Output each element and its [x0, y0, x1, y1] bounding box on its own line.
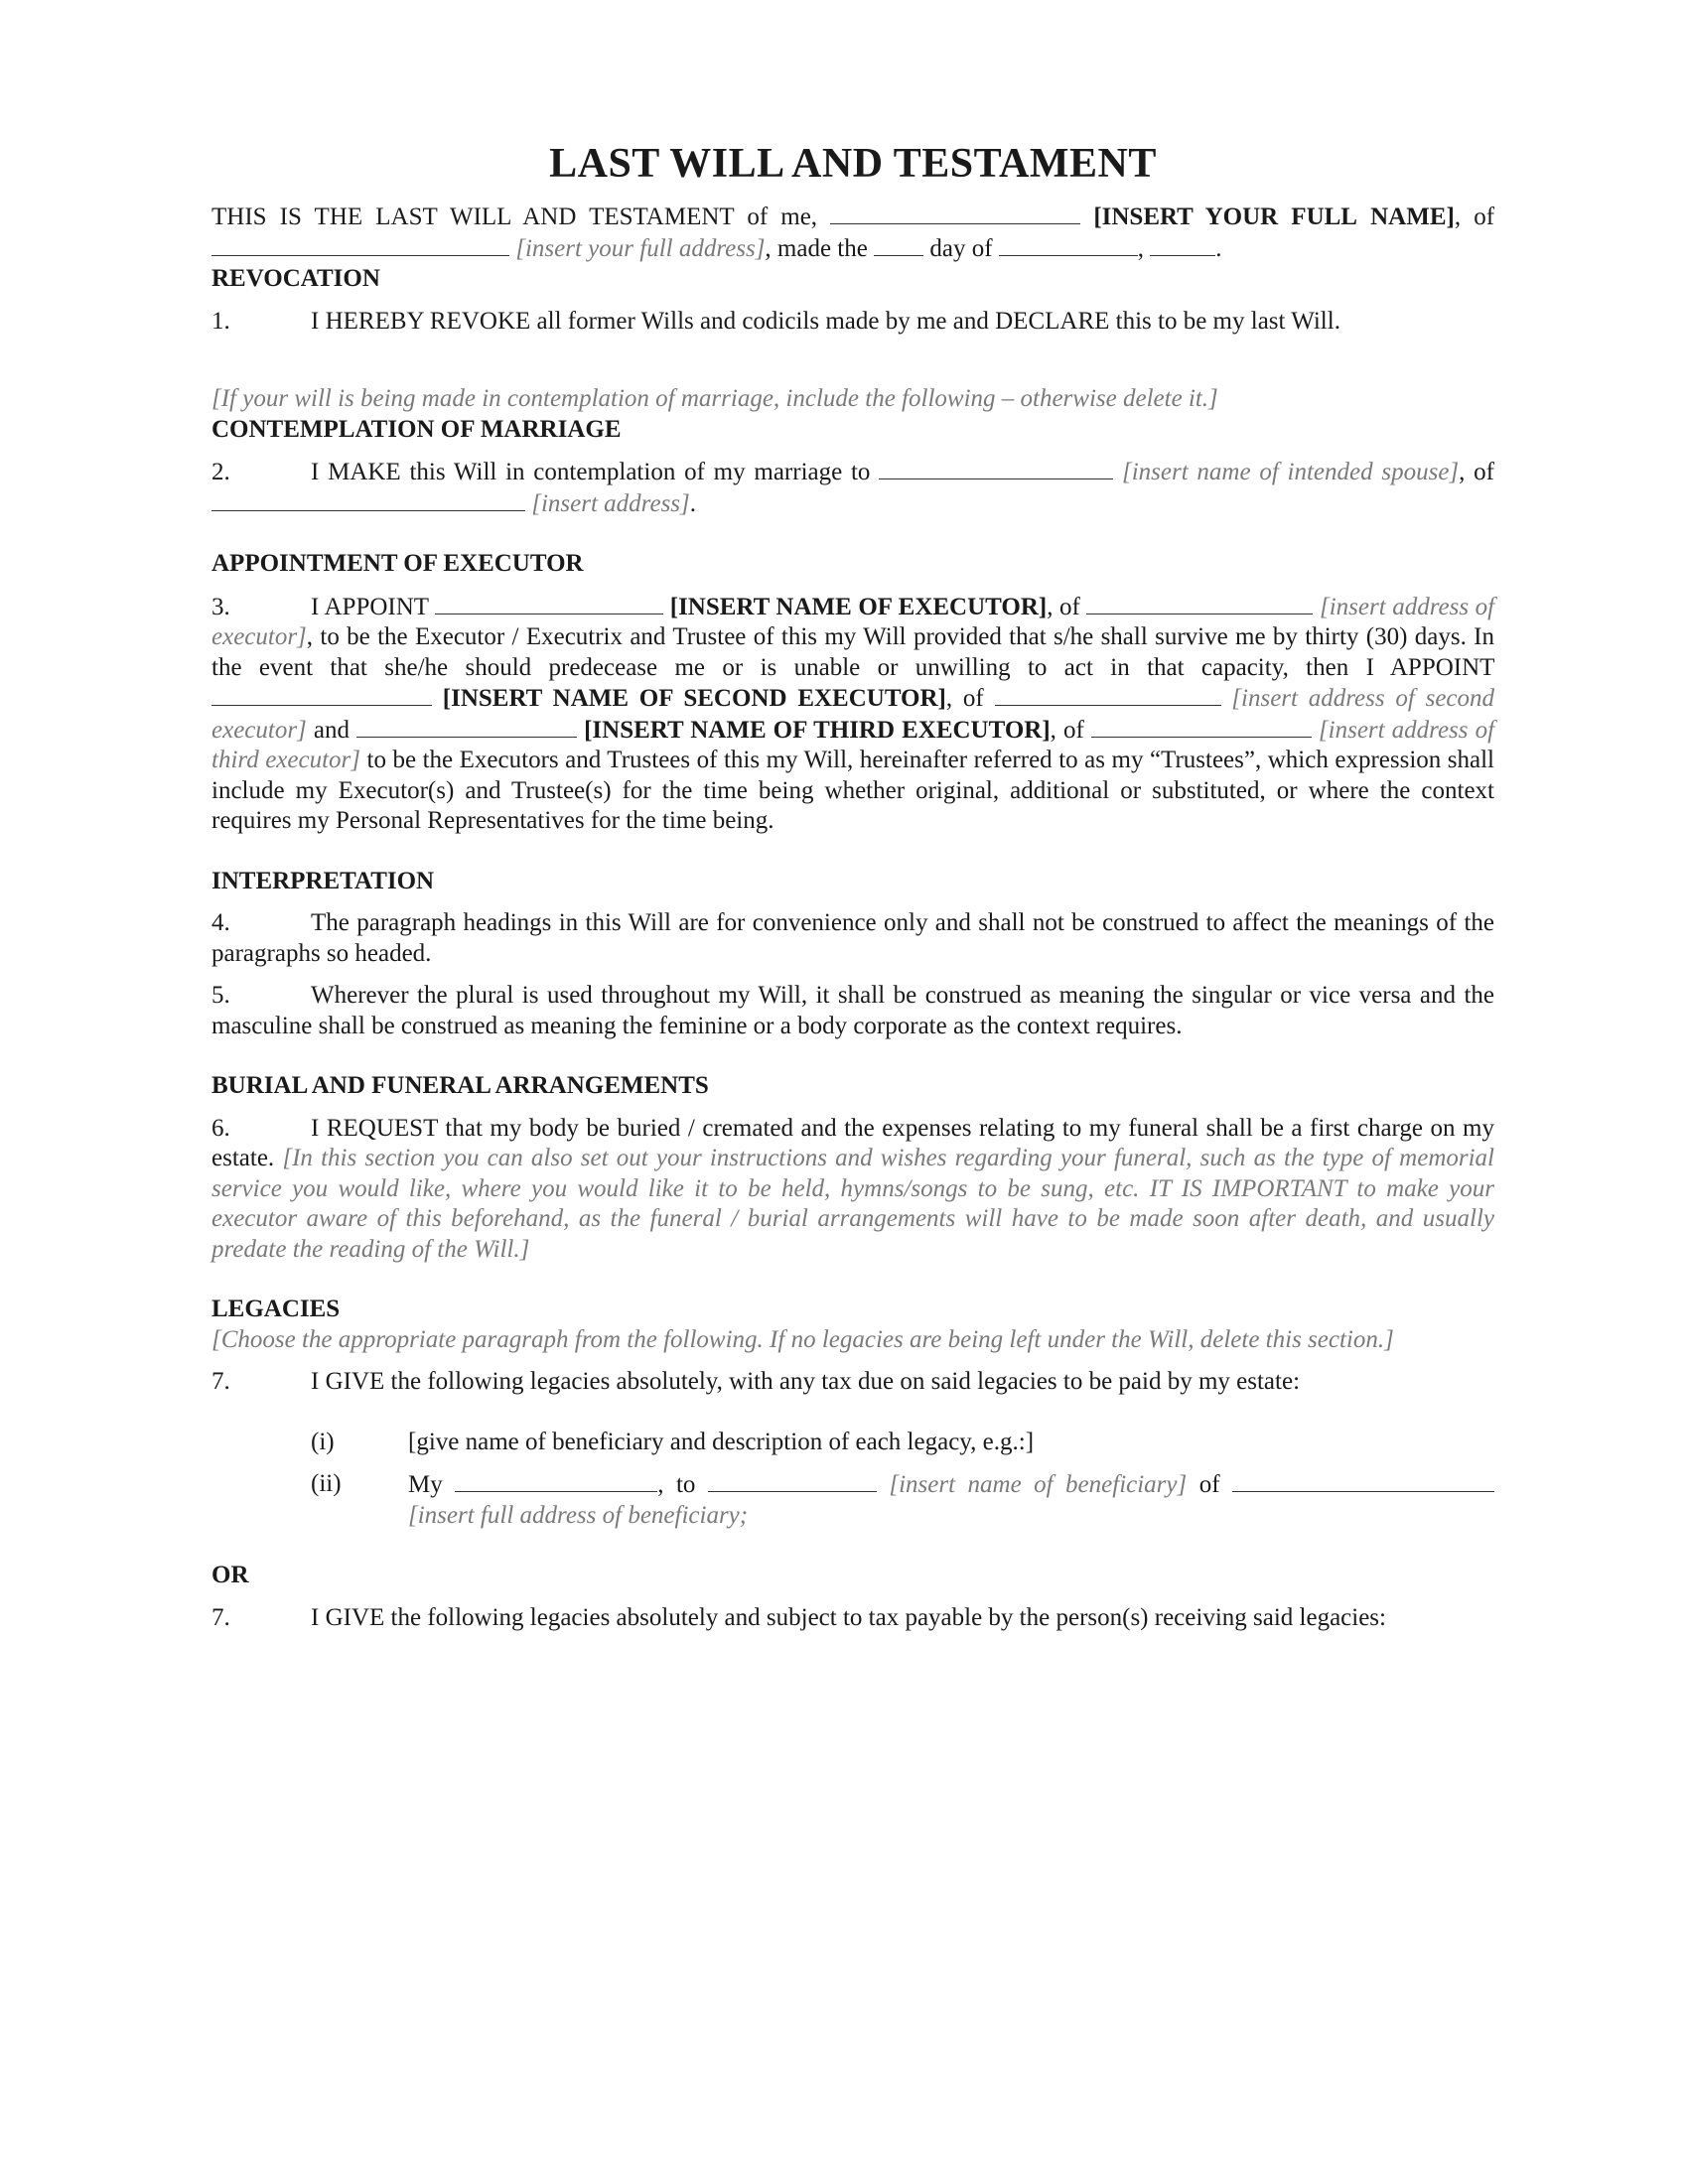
second-executor-name-blank[interactable]: [211, 683, 432, 706]
item-text: [give name of beneficiary and description of each legacy, e.g.:]: [408, 1428, 1035, 1455]
document-title: LAST WILL AND TESTAMENT: [549, 141, 1157, 187]
legacy-item-ii: [211, 1469, 1494, 1531]
clause-1: [211, 307, 1494, 338]
marriage-heading: CONTEMPLATION OF MARRIAGE: [211, 415, 622, 443]
clause-7-option-b: [211, 1603, 1494, 1634]
month-blank[interactable]: [999, 233, 1138, 256]
clause-text: I HEREBY REVOKE all former Wills and codicils made by me and DECLARE this to be my last Will.: [311, 307, 1340, 335]
item-text-my: My: [408, 1471, 443, 1498]
full-name-instruction-end: NAME]: [1370, 204, 1455, 230]
clause-text-and: and: [313, 716, 350, 744]
legacies-heading: LEGACIES: [211, 1296, 341, 1322]
executor-address-blank[interactable]: [1086, 592, 1313, 614]
clause-number: 2.: [211, 459, 230, 485]
clause-3: [211, 592, 1494, 837]
burial-heading: BURIAL AND FUNERAL ARRANGEMENTS: [211, 1072, 709, 1099]
clause-text-trustees: to be the Executors and Trustees of this my Will, hereinafter referred to as my “Trustees”, which expression shall include my Executor(s) and Trustee(s) for the time being whether original, additional or substituted, or where the context requires my Personal Representatives for the time being.: [211, 747, 1495, 834]
clause-text: Wherever the plural is used throughout my Will, it shall be construed as meaning the singular or vice versa and the masculine shall be construed as meaning the feminine or a body corporate as the context requires.: [211, 982, 1494, 1039]
item-text: [408, 1469, 1494, 1531]
clause-number: 3.: [211, 593, 230, 620]
clause-number: 6.: [211, 1114, 230, 1142]
beneficiary-address-instruction: [insert full address of beneficiary;: [408, 1501, 749, 1529]
executor-heading: APPOINTMENT OF EXECUTOR: [211, 550, 584, 577]
legacy-item-i: [211, 1428, 1494, 1458]
beneficiary-name-instruction: [insert name of beneficiary]: [889, 1471, 1188, 1498]
intro-day-of: day of: [929, 234, 993, 262]
executor-name-blank[interactable]: [435, 592, 663, 614]
intro-made-the: , made the: [765, 234, 868, 262]
spouse-address-blank[interactable]: [211, 488, 525, 511]
beneficiary-address-blank[interactable]: [1232, 1469, 1494, 1492]
clause-number: 7.: [211, 1368, 230, 1395]
intro-of: , of: [1454, 204, 1495, 230]
intro-text: THIS IS THE LAST WILL AND TESTAMENT of me,: [211, 204, 818, 230]
marriage-note: [If your will is being made in contemplation of marriage, include the following – otherwise delete it.]: [211, 385, 1218, 412]
clause-text-of: , of: [1459, 459, 1495, 485]
second-executor-name-instruction: [INSERT NAME OF SECOND EXECUTOR]: [442, 685, 946, 712]
full-name-blank[interactable]: [830, 202, 1080, 224]
day-blank[interactable]: [874, 233, 923, 256]
clause-4: [211, 908, 1494, 969]
clause-text: The paragraph headings in this Will are for convenience only and shall not be construed to affect the meanings of the paragraphs so headed.: [211, 909, 1494, 967]
clause-text-of: , of: [1047, 593, 1080, 620]
third-executor-address-instruction: [insert address of third executor]: [211, 716, 1495, 773]
third-executor-address-blank[interactable]: [1091, 715, 1312, 738]
item-number: (i): [311, 1428, 335, 1455]
clause-number: 1.: [211, 307, 230, 335]
beneficiary-name-blank[interactable]: [708, 1469, 877, 1492]
clause-7-option-a: [211, 1367, 1494, 1398]
item-text-of: of: [1198, 1471, 1220, 1498]
clause-period: .: [689, 489, 697, 517]
second-executor-address-blank[interactable]: [995, 683, 1221, 706]
or-separator: OR: [211, 1562, 249, 1588]
clause-text-of-3: , of: [1050, 716, 1084, 744]
intro-period: .: [1215, 234, 1222, 262]
clause-2: [211, 457, 1494, 519]
spouse-address-instruction: [insert address]: [531, 489, 690, 517]
third-executor-name-blank[interactable]: [356, 715, 577, 738]
third-executor-name-instruction: [INSERT NAME OF THIRD EXECUTOR]: [584, 716, 1051, 744]
legacy-item-blank[interactable]: [455, 1469, 657, 1492]
clause-number: 4.: [211, 909, 230, 936]
revocation-heading: REVOCATION: [211, 265, 380, 292]
spouse-name-instruction: [insert name of intended spouse]: [1121, 459, 1460, 485]
item-text-to: , to: [657, 1471, 696, 1498]
clause-text: I MAKE this Will in contemplation of my marriage to: [311, 459, 871, 485]
full-name-instruction: [INSERT YOUR FULL: [1093, 204, 1357, 230]
clause-5: [211, 981, 1494, 1041]
clause-6: [211, 1114, 1494, 1266]
funeral-instruction: [In this section you can also set out your instructions and wishes regarding your funeral, such as the type of memorial service you would like, where you would like it to be held, hymns/songs to be sung, etc. IT IS IMPORTANT to make your executor aware of this beforehand, as the funeral / burial arrangements will have to be made soon after death, and usually predate the reading of the Will.]: [211, 1145, 1494, 1263]
spouse-name-blank[interactable]: [879, 457, 1113, 479]
interpretation-heading: INTERPRETATION: [211, 867, 435, 894]
clause-number: 7.: [211, 1603, 230, 1631]
address-instruction: [insert your full address]: [515, 234, 766, 262]
clause-text: I APPOINT: [311, 593, 429, 620]
clause-text: I GIVE the following legacies absolutely and subject to tax payable by the person(s) receiving said legacies:: [311, 1603, 1386, 1631]
second-executor-address-instruction: [insert address of second executor]: [211, 685, 1495, 744]
legacies-note: [Choose the appropriate paragraph from the following. If no legacies are being left under the Will, delete this section.]: [211, 1325, 1394, 1353]
clause-number: 5.: [211, 982, 230, 1009]
intro-comma: ,: [1137, 234, 1145, 262]
clause-text-provided: , to be the Executor / Executrix and Trustee of this my Will provided that s/he shall survive me by thirty (30) days. In the event that she/he should predecease me or is unable or unwilling to act in that capacity, then I APPOINT: [211, 623, 1494, 681]
clause-text: I GIVE the following legacies absolutely, with any tax due on said legacies to be paid by my estate:: [311, 1368, 1301, 1395]
executor-address-instruction: [insert address of executor]: [211, 593, 1495, 650]
will-document: [211, 139, 1494, 1633]
address-blank[interactable]: [211, 233, 509, 256]
item-number: (ii): [311, 1470, 342, 1497]
clause-text-of-2: , of: [945, 685, 984, 712]
executor-name-instruction: [INSERT NAME OF EXECUTOR]: [669, 593, 1048, 620]
clause-text: I REQUEST that my body be buried / cremated and the expenses relating to my funeral shall be a first charge on my estate.: [211, 1114, 1494, 1171]
intro-paragraph: [211, 202, 1494, 264]
year-blank[interactable]: [1150, 233, 1215, 256]
